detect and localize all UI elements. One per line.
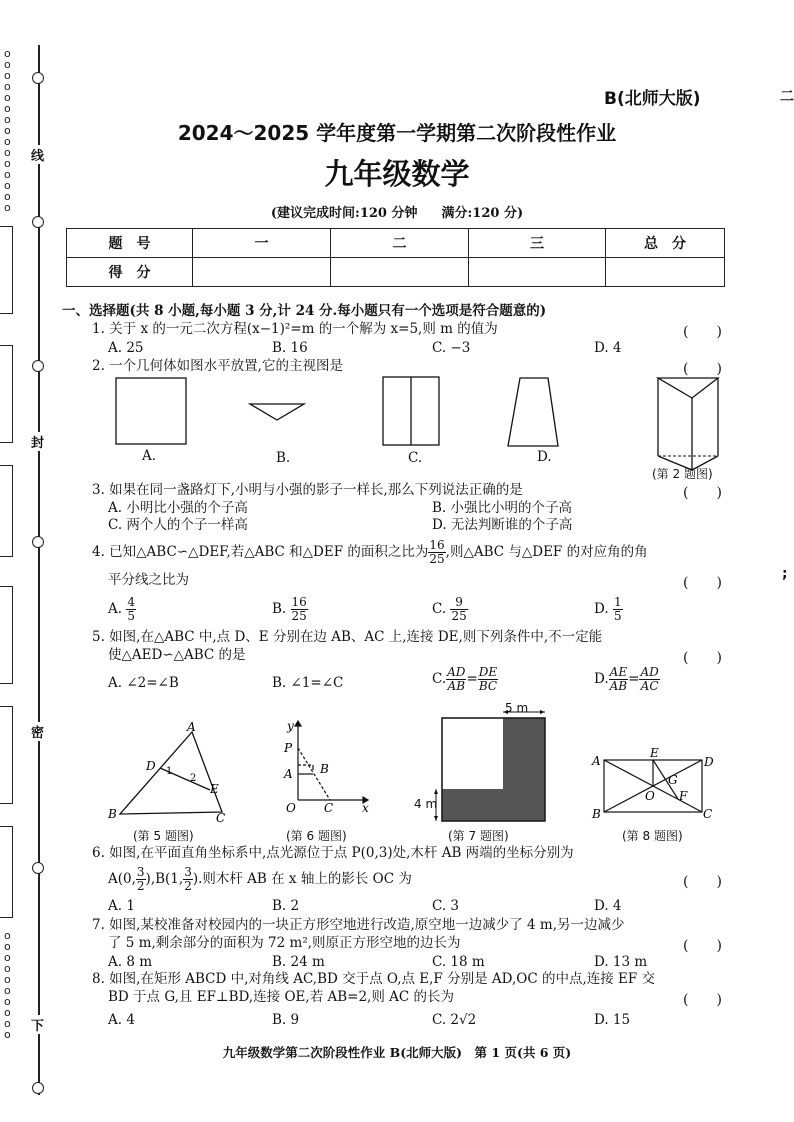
- numerator: 3: [136, 865, 145, 879]
- page-footer: 九年级数学第二次阶段性作业 B(北师大版) 第 1 页(共 6 页): [222, 1045, 572, 1060]
- svg-text:F: F: [679, 789, 688, 803]
- svg-text:A: A: [592, 754, 601, 768]
- question-8-stem-b: BD 于点 G,且 EF⊥BD,连接 OE,若 AB=2,则 AC 的长为: [108, 989, 455, 1005]
- answer-blank[interactable]: ( ): [683, 938, 722, 954]
- denominator: 5: [613, 609, 622, 623]
- option-a: A. 1: [108, 898, 135, 914]
- option-d: D. 4: [594, 898, 622, 914]
- figure-caption-7: (第 7 题图): [448, 829, 509, 843]
- question-1-stem: 1. 关于 x 的一元二次方程(x−1)²=m 的一个解为 x=5,则 m 的值为: [92, 321, 498, 337]
- numerator: AD: [447, 665, 466, 679]
- fraction: [136, 866, 146, 893]
- option-a: A.: [142, 448, 157, 464]
- option-d: D. 无法判断谁的个子高: [432, 517, 573, 533]
- numerator: DE: [478, 665, 498, 679]
- table-cell: 总 分: [606, 229, 725, 258]
- denominator: BC: [478, 679, 498, 693]
- svg-text:B: B: [320, 762, 329, 776]
- option-label: B.: [272, 601, 287, 617]
- option-d: D. 15: [594, 1012, 631, 1028]
- option-d: D. $\frac{AE}{AB}$ = $\frac{AD}{AC}$: [594, 665, 659, 693]
- denominator: AC: [640, 679, 659, 693]
- option-a: A. 25: [108, 340, 144, 356]
- denominator: AB: [447, 679, 466, 693]
- svg-text:G: G: [668, 773, 678, 787]
- table-cell: 得 分: [67, 258, 193, 287]
- binding-holes-bottom: o o o o o o o o o o: [4, 929, 11, 1041]
- figure-caption-8: (第 8 题图): [622, 829, 683, 843]
- exam-title: 2024～2025 学年度第一学期第二次阶段性作业: [177, 121, 617, 145]
- question-6-stem-a: 6. 如图,在平面直角坐标系中,点光源位于点 P(0,3)处,木杆 AB 两端的坐标分别为: [92, 845, 574, 861]
- numerator: 1: [613, 595, 622, 609]
- option-c: C. 3: [432, 898, 460, 914]
- svg-text:E: E: [210, 782, 219, 796]
- binding-label-bottom: 下: [31, 1015, 44, 1034]
- question-3-stem: 3. 如果在同一盏路灯下,小明与小强的影子一样长,那么下列说法正确的是: [92, 482, 523, 498]
- option-b: B. ∠1=∠C: [272, 675, 344, 691]
- denominator: 25: [451, 609, 467, 623]
- numerator: 16: [291, 595, 307, 609]
- denominator: 2: [136, 879, 145, 893]
- numerator: 9: [450, 596, 467, 610]
- subject-title: 九年级数学: [324, 157, 470, 191]
- option-d: D. 4: [594, 340, 622, 356]
- answer-blank[interactable]: ( ): [683, 575, 722, 591]
- denominator: 25: [291, 609, 307, 623]
- numerator: AE: [609, 665, 628, 679]
- option-b: B.: [276, 450, 291, 466]
- margin-mark: 二: [780, 89, 794, 105]
- svg-text:C: C: [216, 811, 226, 825]
- option-a: A. 小明比小强的个子高: [108, 500, 248, 516]
- numerator: 3: [184, 865, 192, 879]
- text: ).则木杆 AB 在 x 轴上的影长 OC 为: [192, 871, 412, 887]
- denominator: 2: [184, 879, 192, 893]
- time-note: (建议完成时间:120 分钟: [270, 206, 418, 221]
- option-label: C.: [432, 671, 447, 687]
- option-b: B. 小强比小明的个子高: [432, 500, 573, 516]
- svg-text:D: D: [146, 759, 156, 773]
- numerator: 4: [127, 595, 135, 609]
- question-4-stem-a: 4. 已知△ABC∽△DEF,若△ABC 和△DEF 的面积之比为: [92, 544, 429, 560]
- question-8-stem-a: 8. 如图,在矩形 ABCD 中,对角线 AC,BD 交于点 O,点 E,F 分别是 AD,OC 的中点,连接 EF 交: [92, 971, 656, 987]
- figure-8-rectangle: [604, 760, 702, 812]
- option-c: C. $\frac{AD}{AB}$ = $\frac{DE}{BC}$: [432, 665, 498, 693]
- svg-text:x: x: [362, 801, 369, 815]
- binding-label-line: 线: [31, 145, 44, 164]
- option-a: A. 4: [108, 1012, 135, 1028]
- table-cell: 题 号: [67, 229, 193, 258]
- edition-label: B(北师大版): [604, 89, 701, 109]
- option-c: C.: [408, 450, 423, 466]
- binding-label-secret: 密: [31, 722, 44, 741]
- option-label: D.: [594, 671, 609, 687]
- fraction: [183, 866, 193, 893]
- table-cell: 二: [331, 229, 469, 258]
- svg-text:B: B: [592, 807, 601, 821]
- option-b: B. 16: [272, 340, 308, 356]
- svg-text:D: D: [704, 755, 714, 769]
- score-note: 满分:120 分): [441, 206, 524, 221]
- text: ),B(1,: [145, 871, 184, 887]
- question-7-stem-a: 7. 如图,某校准备对校园内的一块正方形空地进行改造,原空地一边减少了 4 m,另一边减少: [92, 917, 625, 933]
- option-label: D.: [594, 601, 609, 617]
- figure-7-top-label: 5 m: [505, 701, 529, 715]
- option-b: B. 2: [272, 898, 300, 914]
- numerator: 16: [429, 538, 445, 552]
- binding-label-seal: 封: [31, 432, 44, 451]
- figure-caption-6: (第 6 题图): [286, 829, 347, 843]
- svg-text:2: 2: [190, 773, 197, 784]
- svg-text:C: C: [703, 807, 713, 821]
- figure-caption-5: (第 5 题图): [133, 829, 194, 843]
- denominator: AB: [609, 679, 628, 693]
- svg-text:O: O: [645, 789, 655, 803]
- answer-blank[interactable]: ( ): [683, 650, 722, 666]
- question-5-stem-b: 使△AED∽△ABC 的是: [108, 647, 246, 663]
- question-2-stem: 2. 一个几何体如图水平放置,它的主视图是: [92, 358, 343, 374]
- question-6-stem-b: [108, 864, 412, 894]
- question-4-stem-c: 平分线之比为: [108, 572, 189, 588]
- svg-text:O: O: [286, 801, 296, 815]
- denominator: 5: [127, 609, 135, 623]
- denominator: 25: [429, 552, 445, 566]
- svg-text:1: 1: [166, 766, 173, 777]
- margin-mark: ;: [782, 566, 788, 582]
- option-b: B. 9: [272, 1012, 300, 1028]
- figure-7-square: [434, 710, 545, 821]
- figure-caption-2: (第 2 题图): [652, 467, 713, 481]
- answer-blank[interactable]: ( ): [683, 874, 722, 890]
- table-cell: 一: [193, 229, 331, 258]
- text: A(0,: [108, 871, 136, 887]
- option-d: D. 13 m: [594, 954, 648, 970]
- figure-6-coordinates: [295, 721, 368, 803]
- svg-text:C: C: [324, 801, 334, 815]
- figure-7-side-label: 4 m: [414, 797, 438, 811]
- option-label: C.: [432, 601, 447, 617]
- numerator: AD: [640, 665, 659, 679]
- svg-text:y: y: [287, 719, 294, 733]
- question-5-stem-a: 5. 如图,在△ABC 中,点 D、E 分别在边 AB、AC 上,连接 DE,则下列条件中,不一定能: [92, 629, 603, 645]
- svg-text:B: B: [108, 807, 117, 821]
- answer-blank[interactable]: ( ): [683, 992, 722, 1008]
- option-d: D.: [537, 449, 552, 465]
- option-b: B. 24 m: [272, 954, 325, 970]
- answer-blank[interactable]: ( ): [683, 324, 722, 340]
- option-c: C. 2√2: [432, 1012, 477, 1028]
- answer-blank[interactable]: ( ): [683, 485, 722, 501]
- table-cell: 三: [469, 229, 606, 258]
- section-heading: 一、选择题(共 8 小题,每小题 3 分,计 24 分.每小题只有一个选项是符合题意的): [62, 303, 547, 319]
- option-label: A.: [108, 601, 123, 617]
- question-7-stem-b: 了 5 m,剩余部分的面积为 72 m²,则原正方形空地的边长为: [108, 935, 461, 951]
- svg-text:A: A: [284, 767, 293, 781]
- option-c: C. −3: [432, 340, 471, 356]
- svg-text:P: P: [284, 741, 293, 755]
- option-c: C. 18 m: [432, 954, 485, 970]
- answer-blank[interactable]: ( ): [683, 361, 722, 377]
- svg-text:A: A: [187, 720, 196, 734]
- question-4-stem-b: ,则△ABC 与△DEF 的对应角的角: [445, 544, 648, 560]
- svg-text:E: E: [650, 746, 659, 760]
- binding-holes-top: o o o o o o o o o o o o o o o: [4, 47, 11, 214]
- option-c: C. 两个人的个子一样高: [108, 517, 248, 533]
- option-a: A. 8 m: [108, 954, 153, 970]
- option-a: A. ∠2=∠B: [108, 675, 179, 691]
